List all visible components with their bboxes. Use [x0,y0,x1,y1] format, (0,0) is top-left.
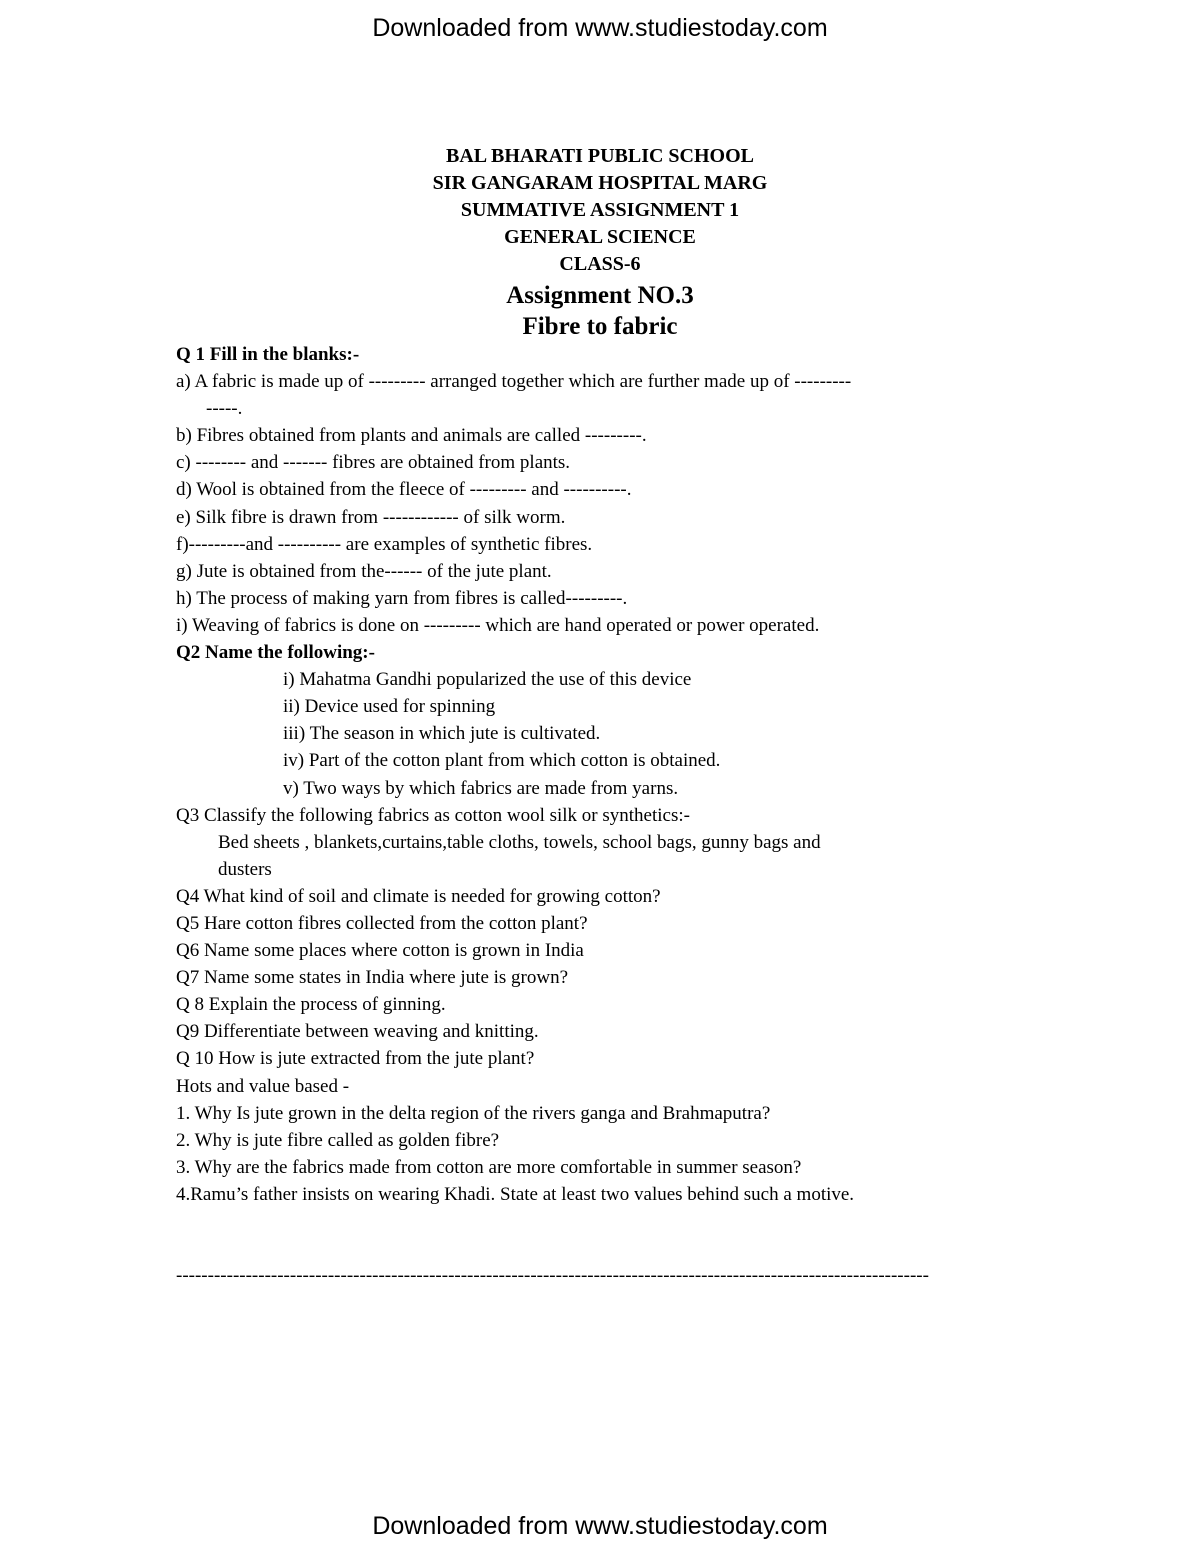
q1-item: b) Fibres obtained from plants and animals are called ---------. [176,425,647,447]
q1-heading: Q 1 Fill in the blanks:- [176,344,360,365]
q1-item-continuation: -----. [206,398,243,420]
q3-items-line: Bed sheets , blankets,curtains,table cloths, towels, school bags, gunny bags and [218,831,821,853]
q2-item: ii) Device used for spinning [283,696,496,718]
q1-item: h) The process of making yarn from fibres is called---------. [176,587,628,609]
dashed-separator: ----------------------------------------------------------------------------------------------------------------------- [176,1265,929,1286]
question-q9: Q9 Differentiate between weaving and knitting. [176,1021,539,1043]
assignment-number: Assignment NO.3 [506,282,694,309]
download-banner-bottom: Downloaded from www.studiestoday.com [372,1512,828,1540]
hots-item: 2. Why is jute fibre called as golden fibre? [176,1129,500,1151]
q1-item: g) Jute is obtained from the------ of the jute plant. [176,560,552,582]
question-q5: Q5 Hare cotton fibres collected from the cotton plant? [176,912,588,934]
q2-item: iv) Part of the cotton plant from which cotton is obtained. [283,750,721,772]
question-q10: Q 10 How is jute extracted from the jute plant? [176,1048,535,1070]
q1-item: f)---------and ---------- are examples of synthetic fibres. [176,533,593,555]
question-q7: Q7 Name some states in India where jute is grown? [176,967,569,989]
q2-item: iii) The season in which jute is cultivated. [283,723,601,745]
hots-heading: Hots and value based - [176,1075,350,1097]
q1-item: a) A fabric is made up of --------- arranged together which are further made up of --------- [176,371,852,393]
hots-item: 3. Why are the fabrics made from cotton are more comfortable in summer season? [176,1156,802,1178]
question-sheet [176,341,1036,1208]
q2-item: v) Two ways by which fabrics are made from yarns. [283,777,679,799]
q3-items-line: dusters [218,858,272,880]
q3-heading: Q3 Classify the following fabrics as cotton wool silk or synthetics:- [176,804,690,826]
download-banner-top: Downloaded from www.studiestoday.com [372,14,828,42]
subject-name: GENERAL SCIENCE [504,226,696,248]
document-header [0,143,1200,342]
assignment-topic: Fibre to fabric [522,313,678,340]
question-q6: Q6 Name some places where cotton is grown in India [176,940,584,962]
exam-name: SUMMATIVE ASSIGNMENT 1 [460,199,740,221]
class-name: CLASS-6 [559,253,641,275]
q1-item: d) Wool is obtained from the fleece of --------- and ----------. [176,479,632,501]
q1-item: e) Silk fibre is drawn from ------------ of silk worm. [176,506,566,528]
hots-item: 1. Why Is jute grown in the delta region of the rivers ganga and Brahmaputra? [176,1102,771,1124]
q2-heading: Q2 Name the following:- [176,642,375,664]
school-name: BAL BHARATI PUBLIC SCHOOL [445,145,755,167]
q1-item: i) Weaving of fabrics is done on --------- which are hand operated or power operated. [176,614,820,636]
school-address: SIR GANGARAM HOSPITAL MARG [432,172,768,194]
q1-item: c) -------- and ------- fibres are obtained from plants. [176,452,571,474]
question-q4: Q4 What kind of soil and climate is needed for growing cotton? [176,885,661,907]
hots-item: 4.Ramu’s father insists on wearing Khadi. State at least two values behind such a motive. [176,1183,855,1205]
q2-item: i) Mahatma Gandhi popularized the use of this device [283,669,692,691]
question-q8: Q 8 Explain the process of ginning. [176,994,446,1016]
